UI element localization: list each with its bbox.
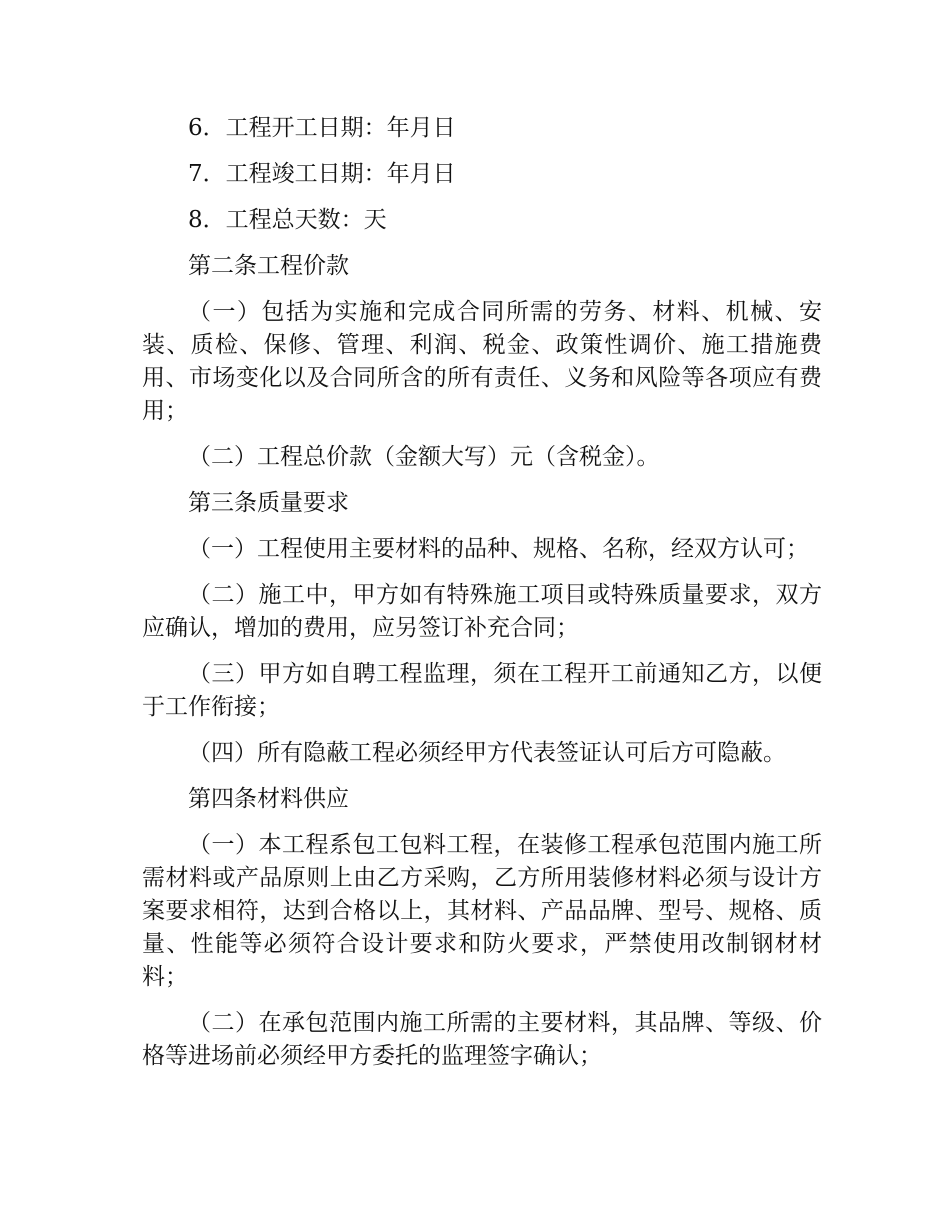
document-body [142,112,822,1086]
item-7-completion-date: 7．工程竣工日期：年月日 [188,161,456,187]
article-4-heading: 第四条材料供应 [188,786,349,812]
article-3-clause-1: （一）工程使用主要材料的品种、规格、名称，经双方认可； [188,536,809,562]
article-4-clause-1: （一）本工程系包工包料工程，在装修工程承包范围内施工所需材料或产品原则上由乙方采购，乙方所用装修材料必须与设计方案要求相符，达到合格以上，其材料、产品品牌、型号、规格、质量、性能等必须符合设计要求和防火要求，严禁使用改制钢材材料； [142,832,822,990]
article-3-clause-2: （二）施工中，甲方如有特殊施工项目或特殊质量要求，双方应确认，增加的费用，应另签订补充合同； [142,582,822,641]
article-2-heading: 第二条工程价款 [188,253,349,279]
item-6-start-date: 6．工程开工日期：年月日 [188,115,456,141]
item-8-total-days: 8．工程总天数：天 [188,207,387,233]
article-4-clause-2: （二）在承包范围内施工所需的主要材料，其品牌、等级、价格等进场前必须经甲方委托的监理签字确认； [142,1010,822,1069]
article-3-clause-3: （三）甲方如自聘工程监理，须在工程开工前通知乙方，以便于工作衔接； [142,661,822,720]
article-3-heading: 第三条质量要求 [188,490,349,516]
article-3-clause-4: （四）所有隐蔽工程必须经甲方代表签证认可后方可隐蔽。 [188,740,786,766]
article-2-clause-1: （一）包括为实施和完成合同所需的劳务、材料、机械、安装、质检、保修、管理、利润、税金、政策性调价、施工措施费用、市场变化以及合同所含的所有责任、义务和风险等各项应有费用； [142,299,822,424]
article-2-clause-2: （二）工程总价款（金额大写）元（含税金）。 [188,444,660,470]
